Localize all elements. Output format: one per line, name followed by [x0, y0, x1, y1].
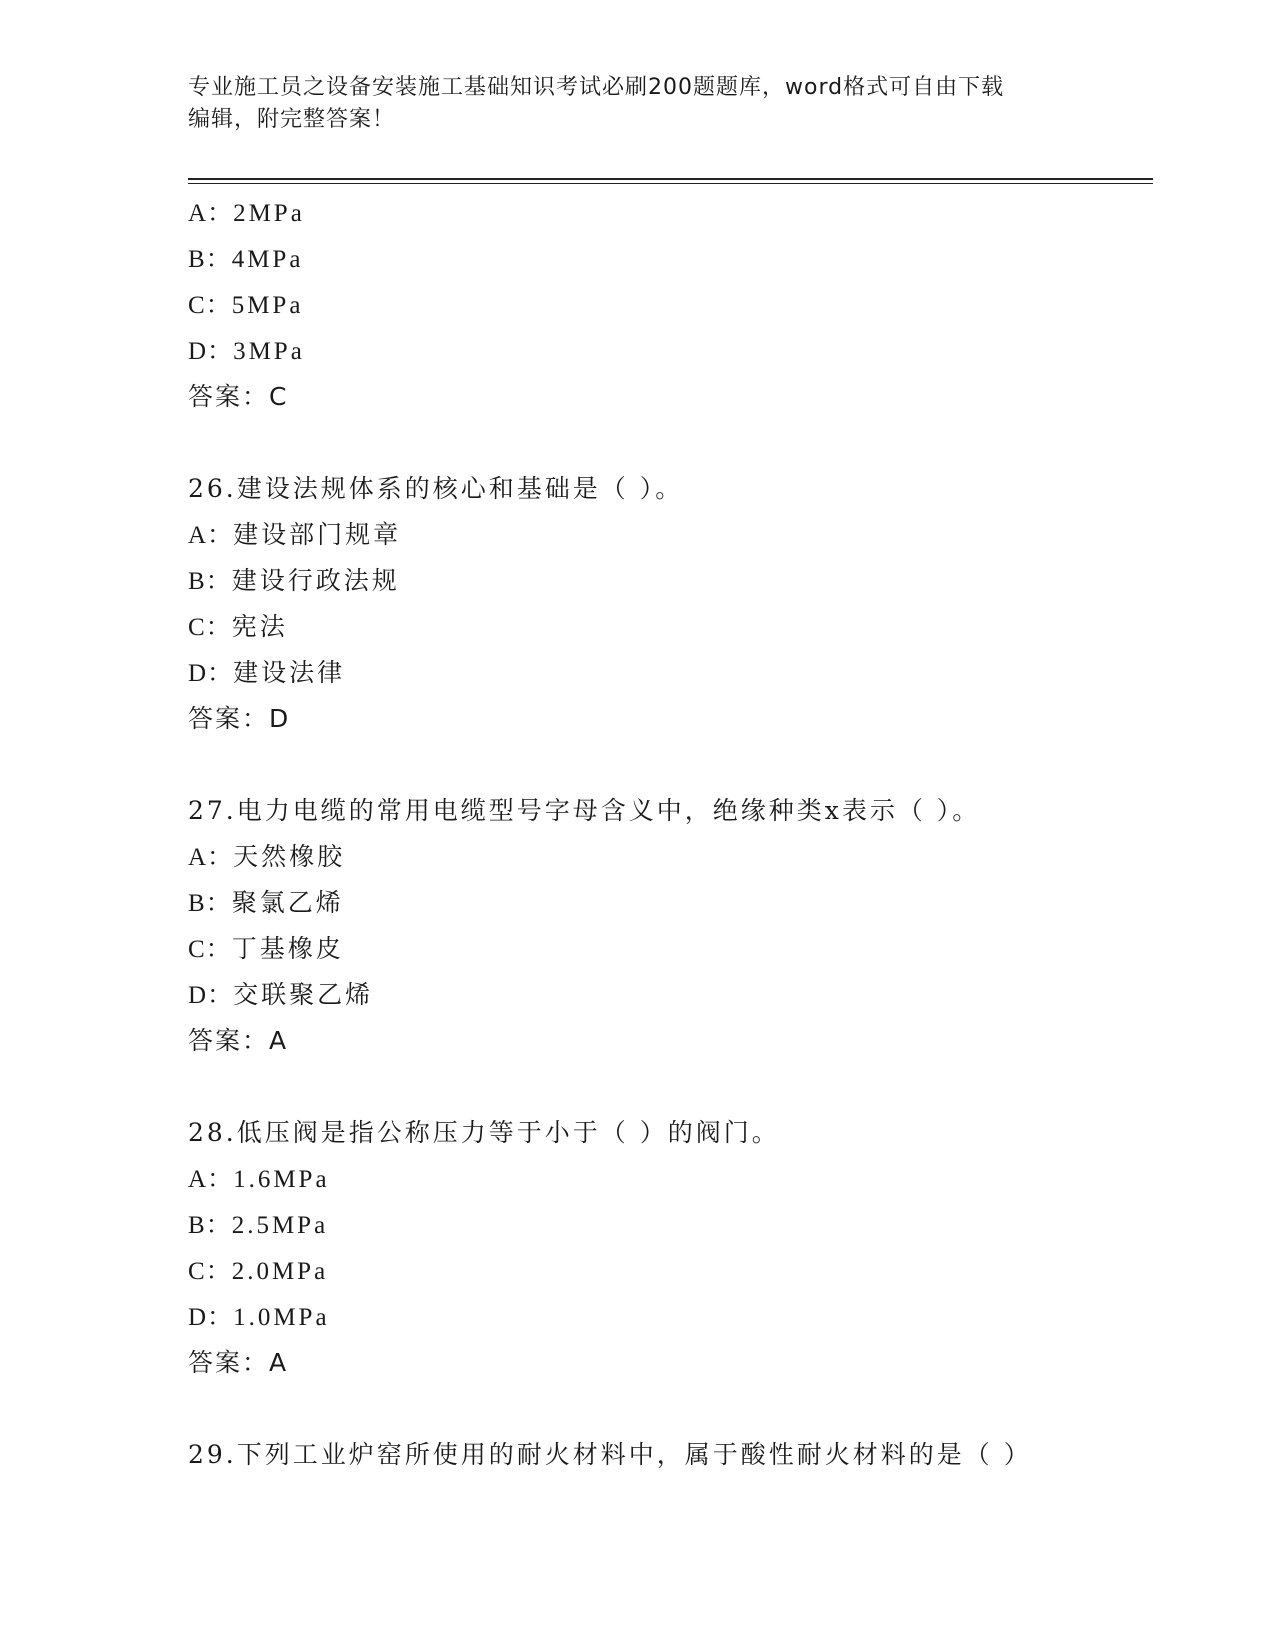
answer-line: 答案：A — [188, 1348, 289, 1377]
option-a: A：建设部门规章 — [188, 520, 402, 549]
spacer — [188, 1064, 1153, 1110]
option-a: A：天然橡胶 — [188, 842, 346, 871]
question-29 — [188, 1432, 1153, 1478]
option-b: B：建设行政法规 — [188, 566, 400, 595]
option-c: C：丁基橡皮 — [188, 934, 344, 963]
header-line-1: 专业施工员之设备安装施工基础知识考试必刷200题题库，word格式可自由下载 — [188, 75, 1005, 100]
option-a: A：2MPa — [188, 200, 305, 227]
question-stem: 27.电力电缆的常用电缆型号字母含义中，绝缘种类x表示（ ）。 — [188, 796, 981, 825]
option-d: D：3MPa — [188, 338, 305, 365]
option-a: A：1.6MPa — [188, 1166, 330, 1193]
option-b: B：聚氯乙烯 — [188, 888, 344, 917]
option-c: C：宪法 — [188, 612, 288, 641]
spacer — [188, 742, 1153, 788]
option-d: D：1.0MPa — [188, 1304, 330, 1331]
option-c: C：5MPa — [188, 292, 304, 319]
option-d: D：建设法律 — [188, 658, 346, 687]
option-b: B：2.5MPa — [188, 1212, 329, 1239]
question-28 — [188, 1110, 1153, 1386]
spacer — [188, 1386, 1153, 1432]
document-header — [188, 72, 1088, 136]
document-body — [188, 190, 1153, 1478]
answer-line: 答案：D — [188, 704, 291, 733]
option-d: D：交联聚乙烯 — [188, 980, 374, 1009]
question-stem: 26.建设法规体系的核心和基础是（ ）。 — [188, 474, 684, 503]
question-27 — [188, 788, 1153, 1064]
question-26 — [188, 466, 1153, 742]
header-divider — [188, 178, 1153, 184]
option-b: B：4MPa — [188, 246, 304, 273]
option-c: C：2.0MPa — [188, 1258, 329, 1285]
question-stem: 29.下列工业炉窑所使用的耐火材料中，属于酸性耐火材料的是（ ） — [188, 1440, 1032, 1469]
spacer — [188, 420, 1153, 466]
answer-line: 答案：C — [188, 382, 289, 411]
question-stem: 28.低压阀是指公称压力等于小于（ ）的阀门。 — [188, 1118, 780, 1147]
header-line-2: 编辑，附完整答案！ — [188, 107, 396, 132]
question-25-partial — [188, 190, 1153, 420]
answer-line: 答案：A — [188, 1026, 289, 1055]
